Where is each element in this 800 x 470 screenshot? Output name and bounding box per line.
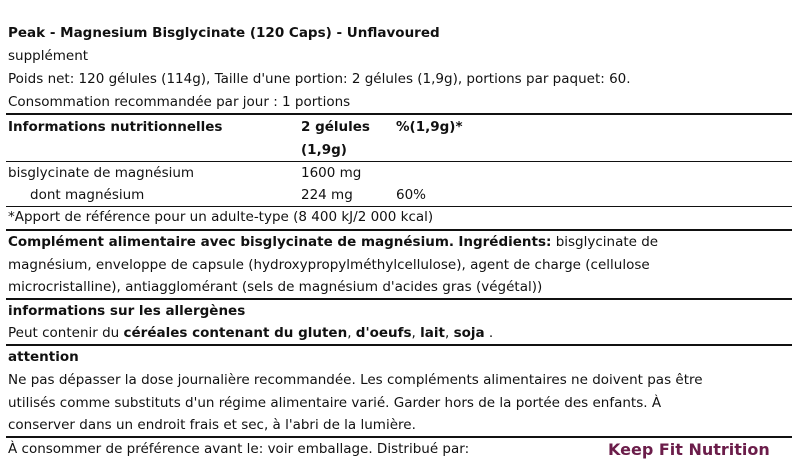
divider — [6, 206, 792, 207]
allergens-heading: informations sur les allergènes — [8, 303, 246, 319]
allergen: céréales contenant du gluten — [123, 325, 348, 341]
allergen: soja — [453, 325, 485, 341]
ingredients-text: bisglycinate de — [555, 234, 659, 250]
allergens-prefix: Peut contenir du — [8, 325, 120, 341]
portion-header-weight: (1,9g) — [301, 142, 347, 158]
nutrient-name: bisglycinate de magnésium — [8, 165, 195, 181]
divider — [6, 436, 792, 438]
ingredients-text: magnésium, enveloppe de capsule (hydroxypropylméthylcellulose), agent de charge (cellulose — [8, 257, 650, 273]
allergen-end: . — [488, 325, 494, 341]
nutrient-amount: 1600 mg — [301, 165, 362, 181]
ingredients-label: Ingrédients: — [458, 234, 552, 250]
ingredients-line — [8, 234, 658, 250]
allergen-separator: , — [347, 325, 352, 341]
divider — [6, 229, 792, 231]
supplement-description: Complément alimentaire avec bisglycinate de magnésium. — [8, 234, 455, 250]
attention-text: utilisés comme substituts d'un régime alimentaire varié. Garder hors de la portée des enfants. À — [8, 395, 662, 411]
attention-text: conserver dans un endroit frais et sec, à l'abri de la lumière. — [8, 417, 416, 433]
recommended-consumption: Consommation recommandée par jour : 1 portions — [8, 94, 351, 110]
allergen-separator: , — [411, 325, 416, 341]
distributor-brand: Keep Fit Nutrition — [608, 440, 770, 459]
allergen-separator: , — [444, 325, 450, 341]
rdi-header: %(1,9g)* — [396, 119, 463, 135]
nutrition-header: Informations nutritionnelles — [8, 119, 223, 135]
best-before-text: À consommer de préférence avant le: voir emballage. Distribué par: — [8, 441, 470, 457]
attention-heading: attention — [8, 349, 79, 365]
ingredients-text: microcristalline), antiagglomérant (sels de magnésium d'acides gras (végétal)) — [8, 279, 543, 295]
nutrient-name: dont magnésium — [30, 187, 145, 203]
allergen: d'oeufs — [355, 325, 412, 341]
allergens-text — [8, 325, 493, 341]
product-title: Peak - Magnesium Bisglycinate (120 Caps) - Unflavoured — [8, 25, 440, 41]
portion-header: 2 gélules — [301, 119, 370, 135]
nutrient-rdi: 60% — [396, 187, 427, 203]
nutrient-amount: 224 mg — [301, 187, 353, 203]
allergen: lait — [420, 325, 445, 341]
divider — [6, 298, 792, 300]
rdi-footnote: *Apport de référence pour un adulte-type (8 400 kJ/2 000 kcal) — [8, 209, 434, 225]
product-category: supplément — [8, 48, 89, 64]
divider — [6, 161, 792, 162]
attention-text: Ne pas dépasser la dose journalière recommandée. Les compléments alimentaires ne doivent pas être — [8, 372, 703, 388]
divider — [6, 113, 792, 115]
net-weight-text: Poids net: 120 gélules (114g), Taille d'une portion: 2 gélules (1,9g), portions par paquet: 60. — [8, 71, 631, 87]
divider — [6, 344, 792, 346]
